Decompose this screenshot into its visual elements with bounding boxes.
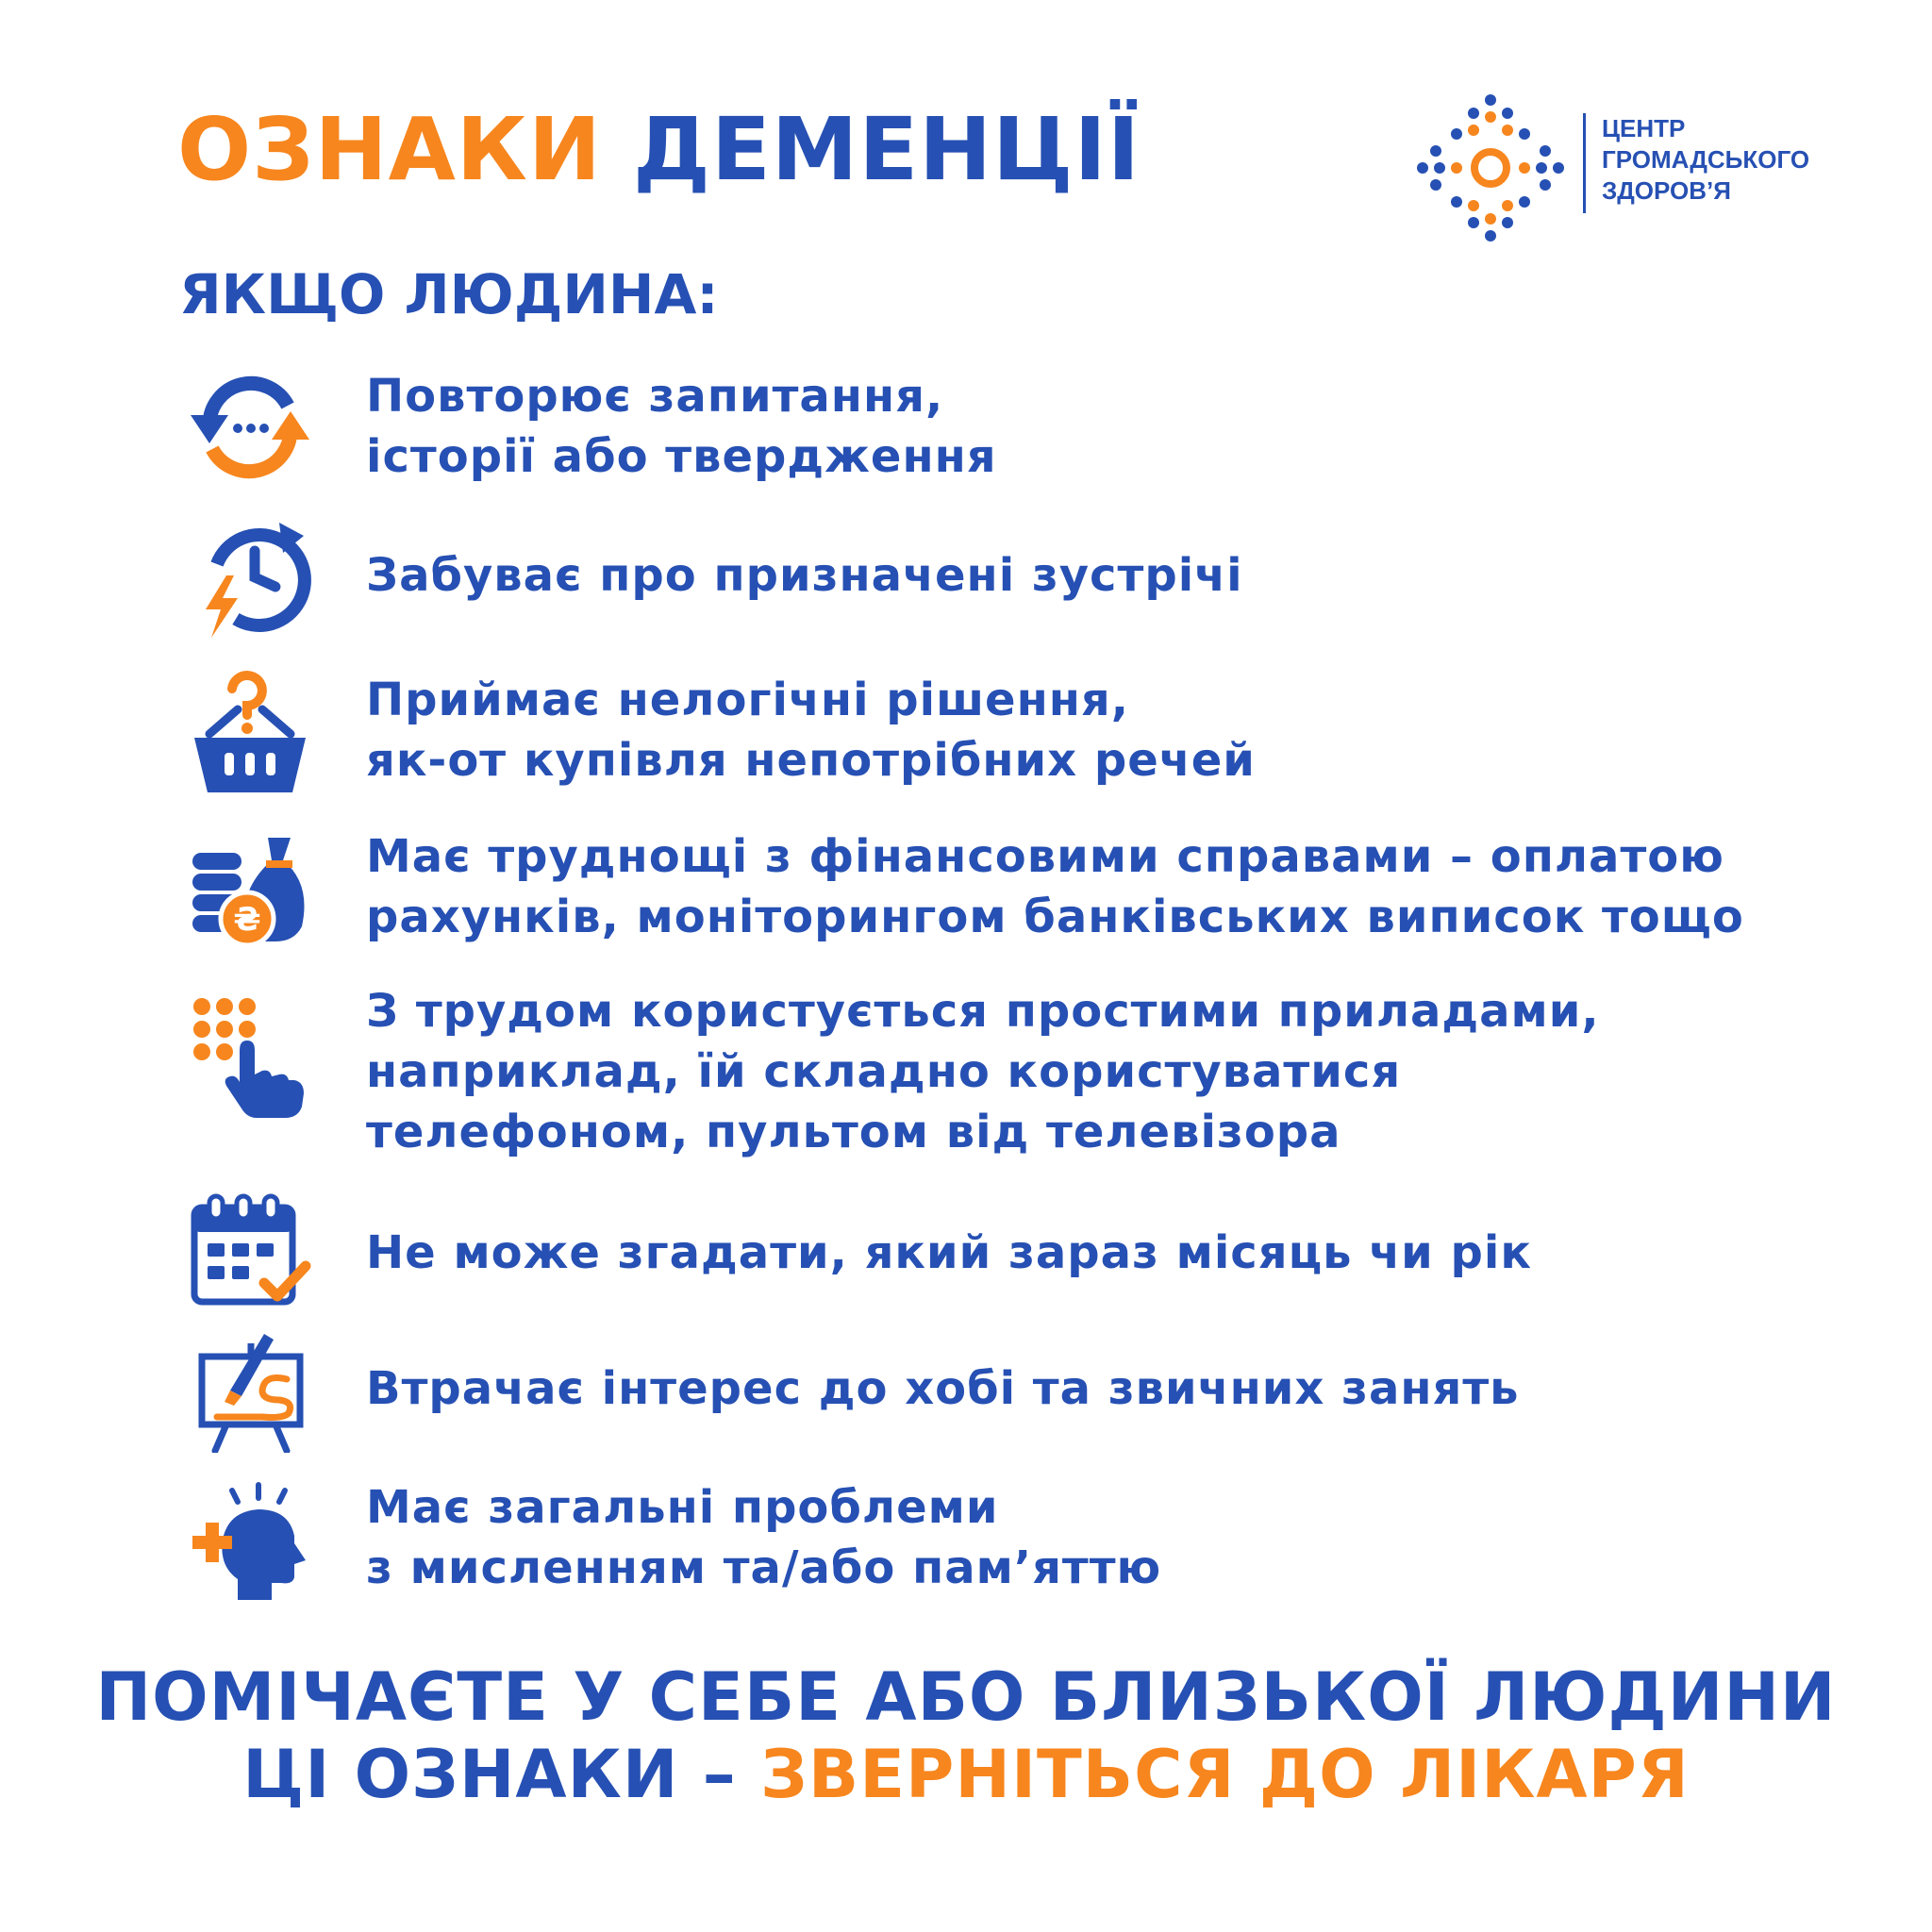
item-text: З трудом користується простими приладами, наприклад, їй складно користуватися телефоном, пультом від телевізора bbox=[366, 985, 1600, 1158]
title-part-2: ДЕМЕНЦІЇ bbox=[633, 99, 1141, 200]
head-plus-icon bbox=[189, 1477, 311, 1600]
organization-logo bbox=[1415, 92, 1811, 243]
item-text: Забуває про призначені зустрічі bbox=[366, 549, 1243, 602]
logo-line-1: ЦЕНТР bbox=[1602, 114, 1686, 142]
footer-line-2: ЦІ ОЗНАКИ – ЗВЕРНІТЬСЯ ДО ЛІКАРЯ bbox=[242, 1736, 1690, 1813]
item-text: Втрачає інтерес до хобі та звичних занять bbox=[366, 1362, 1520, 1415]
item-text: Повторює запитання, історії або твердження bbox=[366, 370, 997, 483]
easel-brush-icon bbox=[189, 1330, 311, 1453]
item-text: Приймає нелогічні рішення, як-от купівля непотрібних речей bbox=[366, 674, 1256, 787]
item-text: Має загальні проблеми з мисленням та/або пам’яттю bbox=[366, 1481, 1162, 1594]
item-text: Має труднощі з фінансовими справами – оплатою рахунків, моніторингом банківських виписок тощо bbox=[366, 830, 1744, 943]
logo-text bbox=[1602, 113, 1809, 207]
basket-question-icon bbox=[189, 670, 311, 792]
calendar-check-icon bbox=[189, 1192, 311, 1315]
svg-text:₴: ₴ bbox=[233, 901, 261, 939]
footer-highlight: ЗВЕРНІТЬСЯ ДО ЛІКАРЯ bbox=[760, 1736, 1690, 1813]
title-part-1: ОЗНАКИ bbox=[177, 99, 602, 200]
keypad-hand-icon bbox=[189, 995, 311, 1118]
repeat-arrows-icon bbox=[189, 366, 311, 489]
coins-money-bag-icon bbox=[189, 826, 311, 949]
call-to-action bbox=[0, 1658, 1932, 1813]
logo-line-2: ГРОМАДСЬКОГО bbox=[1602, 145, 1810, 174]
logo-divider bbox=[1583, 113, 1586, 213]
item-text: Не може згадати, який зараз місяць чи рік bbox=[366, 1226, 1532, 1279]
page-title bbox=[177, 99, 1141, 200]
subtitle: ЯКЩО ЛЮДИНА: bbox=[179, 262, 719, 326]
clock-lightning-icon bbox=[189, 517, 311, 640]
footer-line-1: ПОМІЧАЄТЕ У СЕБЕ АБО БЛИЗЬКОЇ ЛЮДИНИ bbox=[95, 1658, 1837, 1736]
logo-line-3: ЗДОРОВ’Я bbox=[1602, 176, 1731, 205]
logo-mark-icon bbox=[1415, 92, 1566, 243]
